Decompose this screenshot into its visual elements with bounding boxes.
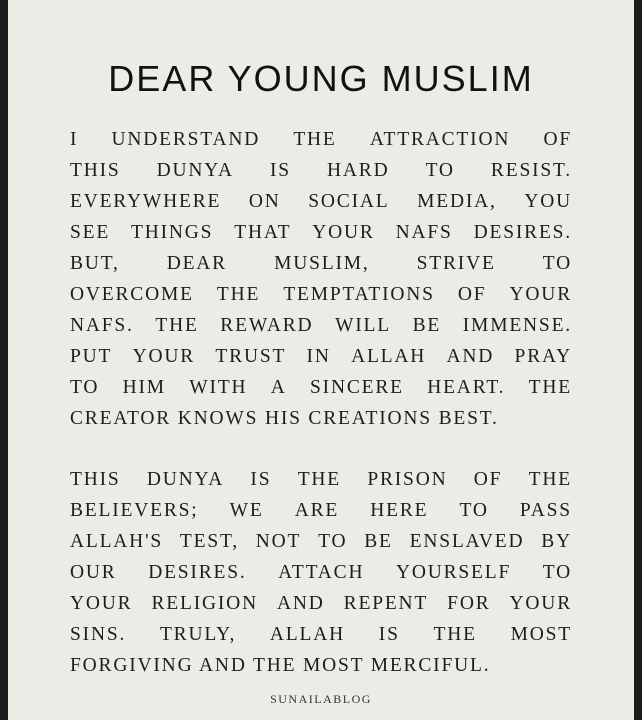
text-line [70, 248, 572, 279]
word: HARD [327, 160, 390, 181]
word: YOURSELF [395, 562, 512, 583]
word: ARE [294, 500, 340, 521]
word: OUR [70, 562, 117, 583]
word: OF [543, 129, 572, 150]
word: TO [459, 500, 489, 521]
text-line [70, 619, 572, 650]
quote-card [8, 0, 634, 720]
word: DESIRES. [148, 562, 247, 583]
word: TO [318, 531, 348, 552]
word: OF [473, 469, 503, 490]
word: THE [528, 377, 572, 398]
word: NAFS. [70, 315, 134, 336]
paragraph-2 [70, 464, 572, 681]
word: IMMENSE. [462, 315, 572, 336]
word: YOUR [312, 222, 375, 243]
word: DUNYA [156, 160, 234, 181]
word: PRISON [367, 469, 448, 490]
word: SINCERE [310, 377, 404, 398]
text-line [70, 495, 572, 526]
word: WITH [189, 377, 248, 398]
word: EVERYWHERE [70, 191, 222, 212]
word: ATTACH [278, 562, 365, 583]
word: YOUR [509, 593, 572, 614]
word: BUT, [70, 253, 120, 274]
word: HIM [122, 377, 166, 398]
text-line [70, 526, 572, 557]
word: DEAR [166, 253, 227, 274]
word: YOUR [132, 346, 196, 367]
word: YOUR [70, 593, 133, 614]
word: ON [248, 191, 281, 212]
text-line [70, 557, 572, 588]
word: TO [542, 562, 572, 583]
word: ALLAH [351, 346, 427, 367]
word: MUSLIM, [274, 253, 370, 274]
word: I [70, 129, 79, 150]
word: THE [297, 469, 341, 490]
word: SOCIAL [308, 191, 390, 212]
word: RELIGION [151, 593, 258, 614]
word: WE [229, 500, 264, 521]
word: ENSLAVED [409, 531, 525, 552]
word: THE [216, 284, 261, 305]
word: REWARD [220, 315, 314, 336]
page-title: DEAR YOUNG MUSLIM [108, 58, 534, 99]
word: BY [541, 531, 572, 552]
source-credit: SUNAILABLOG [270, 692, 372, 706]
word: BELIEVERS; [70, 500, 199, 521]
word: STRIVE [416, 253, 496, 274]
word: PASS [519, 500, 572, 521]
word: THE [293, 129, 337, 150]
text-line [70, 310, 572, 341]
word: IN [306, 346, 331, 367]
word: MOST [510, 624, 572, 645]
word: IS [250, 469, 272, 490]
word: AND [446, 346, 495, 367]
word: TRUST [215, 346, 287, 367]
word: MEDIA, [417, 191, 497, 212]
word: YOUR [509, 284, 572, 305]
text-line: CREATOR KNOWS HIS CREATIONS BEST. [70, 408, 499, 429]
word: BE [364, 531, 393, 552]
word: ATTRACTION [369, 129, 511, 150]
word: THINGS [131, 222, 214, 243]
text-line: FORGIVING AND THE MOST MERCIFUL. [70, 655, 491, 676]
word: OVERCOME [70, 284, 194, 305]
text-line [70, 279, 572, 310]
word: AND [276, 593, 325, 614]
word: RESIST. [490, 160, 572, 181]
word: YOU [524, 191, 572, 212]
word: IS [269, 160, 291, 181]
word: TO [425, 160, 455, 181]
text-line [70, 217, 572, 248]
word: A [270, 377, 287, 398]
word: NAFS [395, 222, 453, 243]
word: DESIRES. [473, 222, 572, 243]
word: UNDERSTAND [111, 129, 261, 150]
word: SINS. [70, 624, 127, 645]
text-line [70, 372, 572, 403]
text-line [70, 186, 572, 217]
word: ALLAH'S [70, 531, 164, 552]
word: PUT [70, 346, 113, 367]
text-line [70, 341, 572, 372]
text-line [70, 124, 572, 155]
word: HERE [370, 500, 429, 521]
word: DUNYA [146, 469, 225, 490]
word: THAT [234, 222, 292, 243]
word: SEE [70, 222, 111, 243]
word: NOT [255, 531, 302, 552]
word: PRAY [514, 346, 572, 367]
word: TO [542, 253, 572, 274]
word: TRULY, [159, 624, 237, 645]
word: FOR [447, 593, 491, 614]
word: WILL [335, 315, 391, 336]
word: REPENT [343, 593, 429, 614]
word: THIS [70, 469, 121, 490]
word: TEST, [179, 531, 239, 552]
word: THE [433, 624, 477, 645]
word: ALLAH [269, 624, 345, 645]
word: TEMPTATIONS [283, 284, 435, 305]
word: HEART. [427, 377, 506, 398]
word: THE [155, 315, 199, 336]
paragraph-1 [70, 124, 572, 434]
text-line [70, 588, 572, 619]
word: IS [378, 624, 400, 645]
word: THIS [70, 160, 121, 181]
word: BE [412, 315, 442, 336]
word: TO [70, 377, 100, 398]
word: THE [528, 469, 572, 490]
text-line [70, 464, 572, 495]
word: OF [457, 284, 487, 305]
text-line [70, 155, 572, 186]
